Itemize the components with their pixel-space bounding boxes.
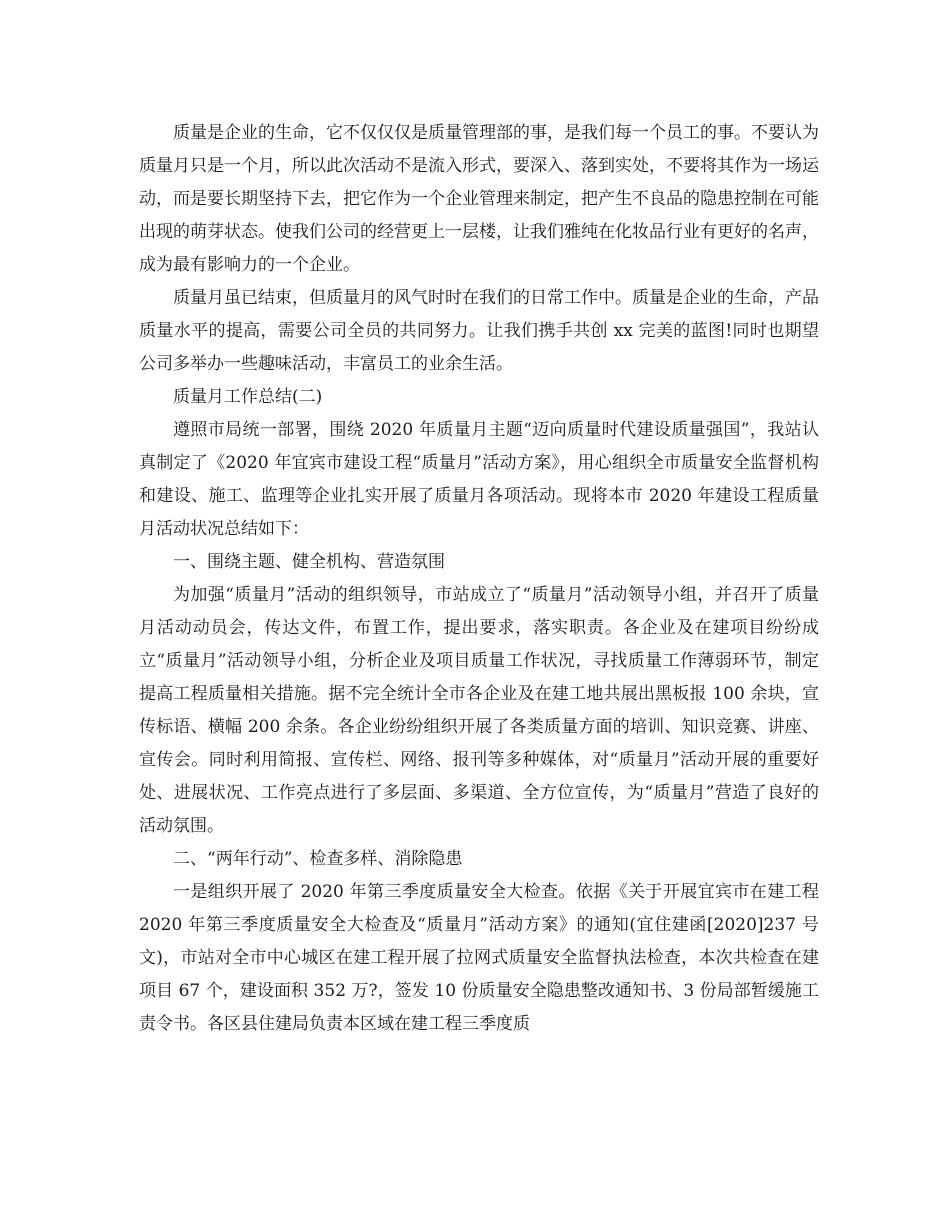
paragraph-intro-deployment: 遵照市局统一部署，围绕 2020 年质量月主题“迈向质量时代建设质量强国”，我站认真制定了《2020 年宜宾市建设工程“质量月”活动方案》，用心组织全市质量安全监督机构和建设、施工、监理等企业扎实开展了质量月各项活动。现将本市 2020 年建设工程质量月活动状况总结如下：	[139, 420, 819, 539]
heading-section-one: 一、围绕主题、健全机构、营造氛围	[173, 552, 445, 572]
section-title-summary-two: 质量月工作总结(二)	[173, 387, 323, 407]
paragraph-inspection: 一是组织开展了 2020 年第三季度质量安全大检查。依据《关于开展宜宾市在建工程 2020 年第三季度质量安全大检查及“质量月”活动方案》的通知(宜住建函[2020]237 号文)，市站对全市中心城区在建工程开展了拉网式质量安全监督执法检查，本次共检查在建项目 67 个，建设面积 352 万?，签发 10 份质量安全隐患整改通知书、3 份局部暂缓施工责令书。各区县住建局负责本区域在建工程三季度质	[139, 882, 819, 1034]
paragraph-quality-life: 质量是企业的生命，它不仅仅仅是质量管理部的事，是我们每一个员工的事。不要认为质量月只是一个月，所以此次活动不是流入形式，要深入、落到实处，不要将其作为一场运动，而是要长期坚持下去，把它作为一个企业管理来制定，把产生不良品的隐患控制在可能出现的萌芽状态。使我们公司的经营更上一层楼，让我们雅纯在化妆品行业有更好的名声，成为最有影响力的一个企业。	[139, 123, 819, 275]
paragraph-leadership-organization: 为加强“质量月”活动的组织领导，市站成立了“质量月”活动领导小组，并召开了质量月活动动员会，传达文件，布置工作，提出要求，落实职责。各企业及在建项目纷纷成立“质量月”活动领导小组，分析企业及项目质量工作状况，寻找质量工作薄弱环节，制定提高工程质量相关措施。据不完全统计全市各企业及在建工地共展出黑板报 100 余块，宣传标语、横幅 200 余条。各企业纷纷组织开展了各类质量方面的培训、知识竞赛、讲座、宣传会。同时利用简报、宣传栏、网络、报刊等多种媒体，对“质量月”活动开展的重要好处、进展状况、工作亮点进行了多层面、多渠道、全方位宣传，为“质量月”营造了良好的活动氛围。	[139, 585, 819, 836]
document-body	[139, 117, 819, 1041]
heading-section-two: 二、“两年行动”、检查多样、消除隐患	[173, 849, 463, 869]
paragraph-quality-month-ended: 质量月虽已结束，但质量月的风气时时在我们的日常工作中。质量是企业的生命，产品质量水平的提高，需要公司全员的共同努力。让我们携手共创 xx 完美的蓝图!同时也期望公司多举办一些趣味活动，丰富员工的业余生活。	[139, 288, 819, 374]
